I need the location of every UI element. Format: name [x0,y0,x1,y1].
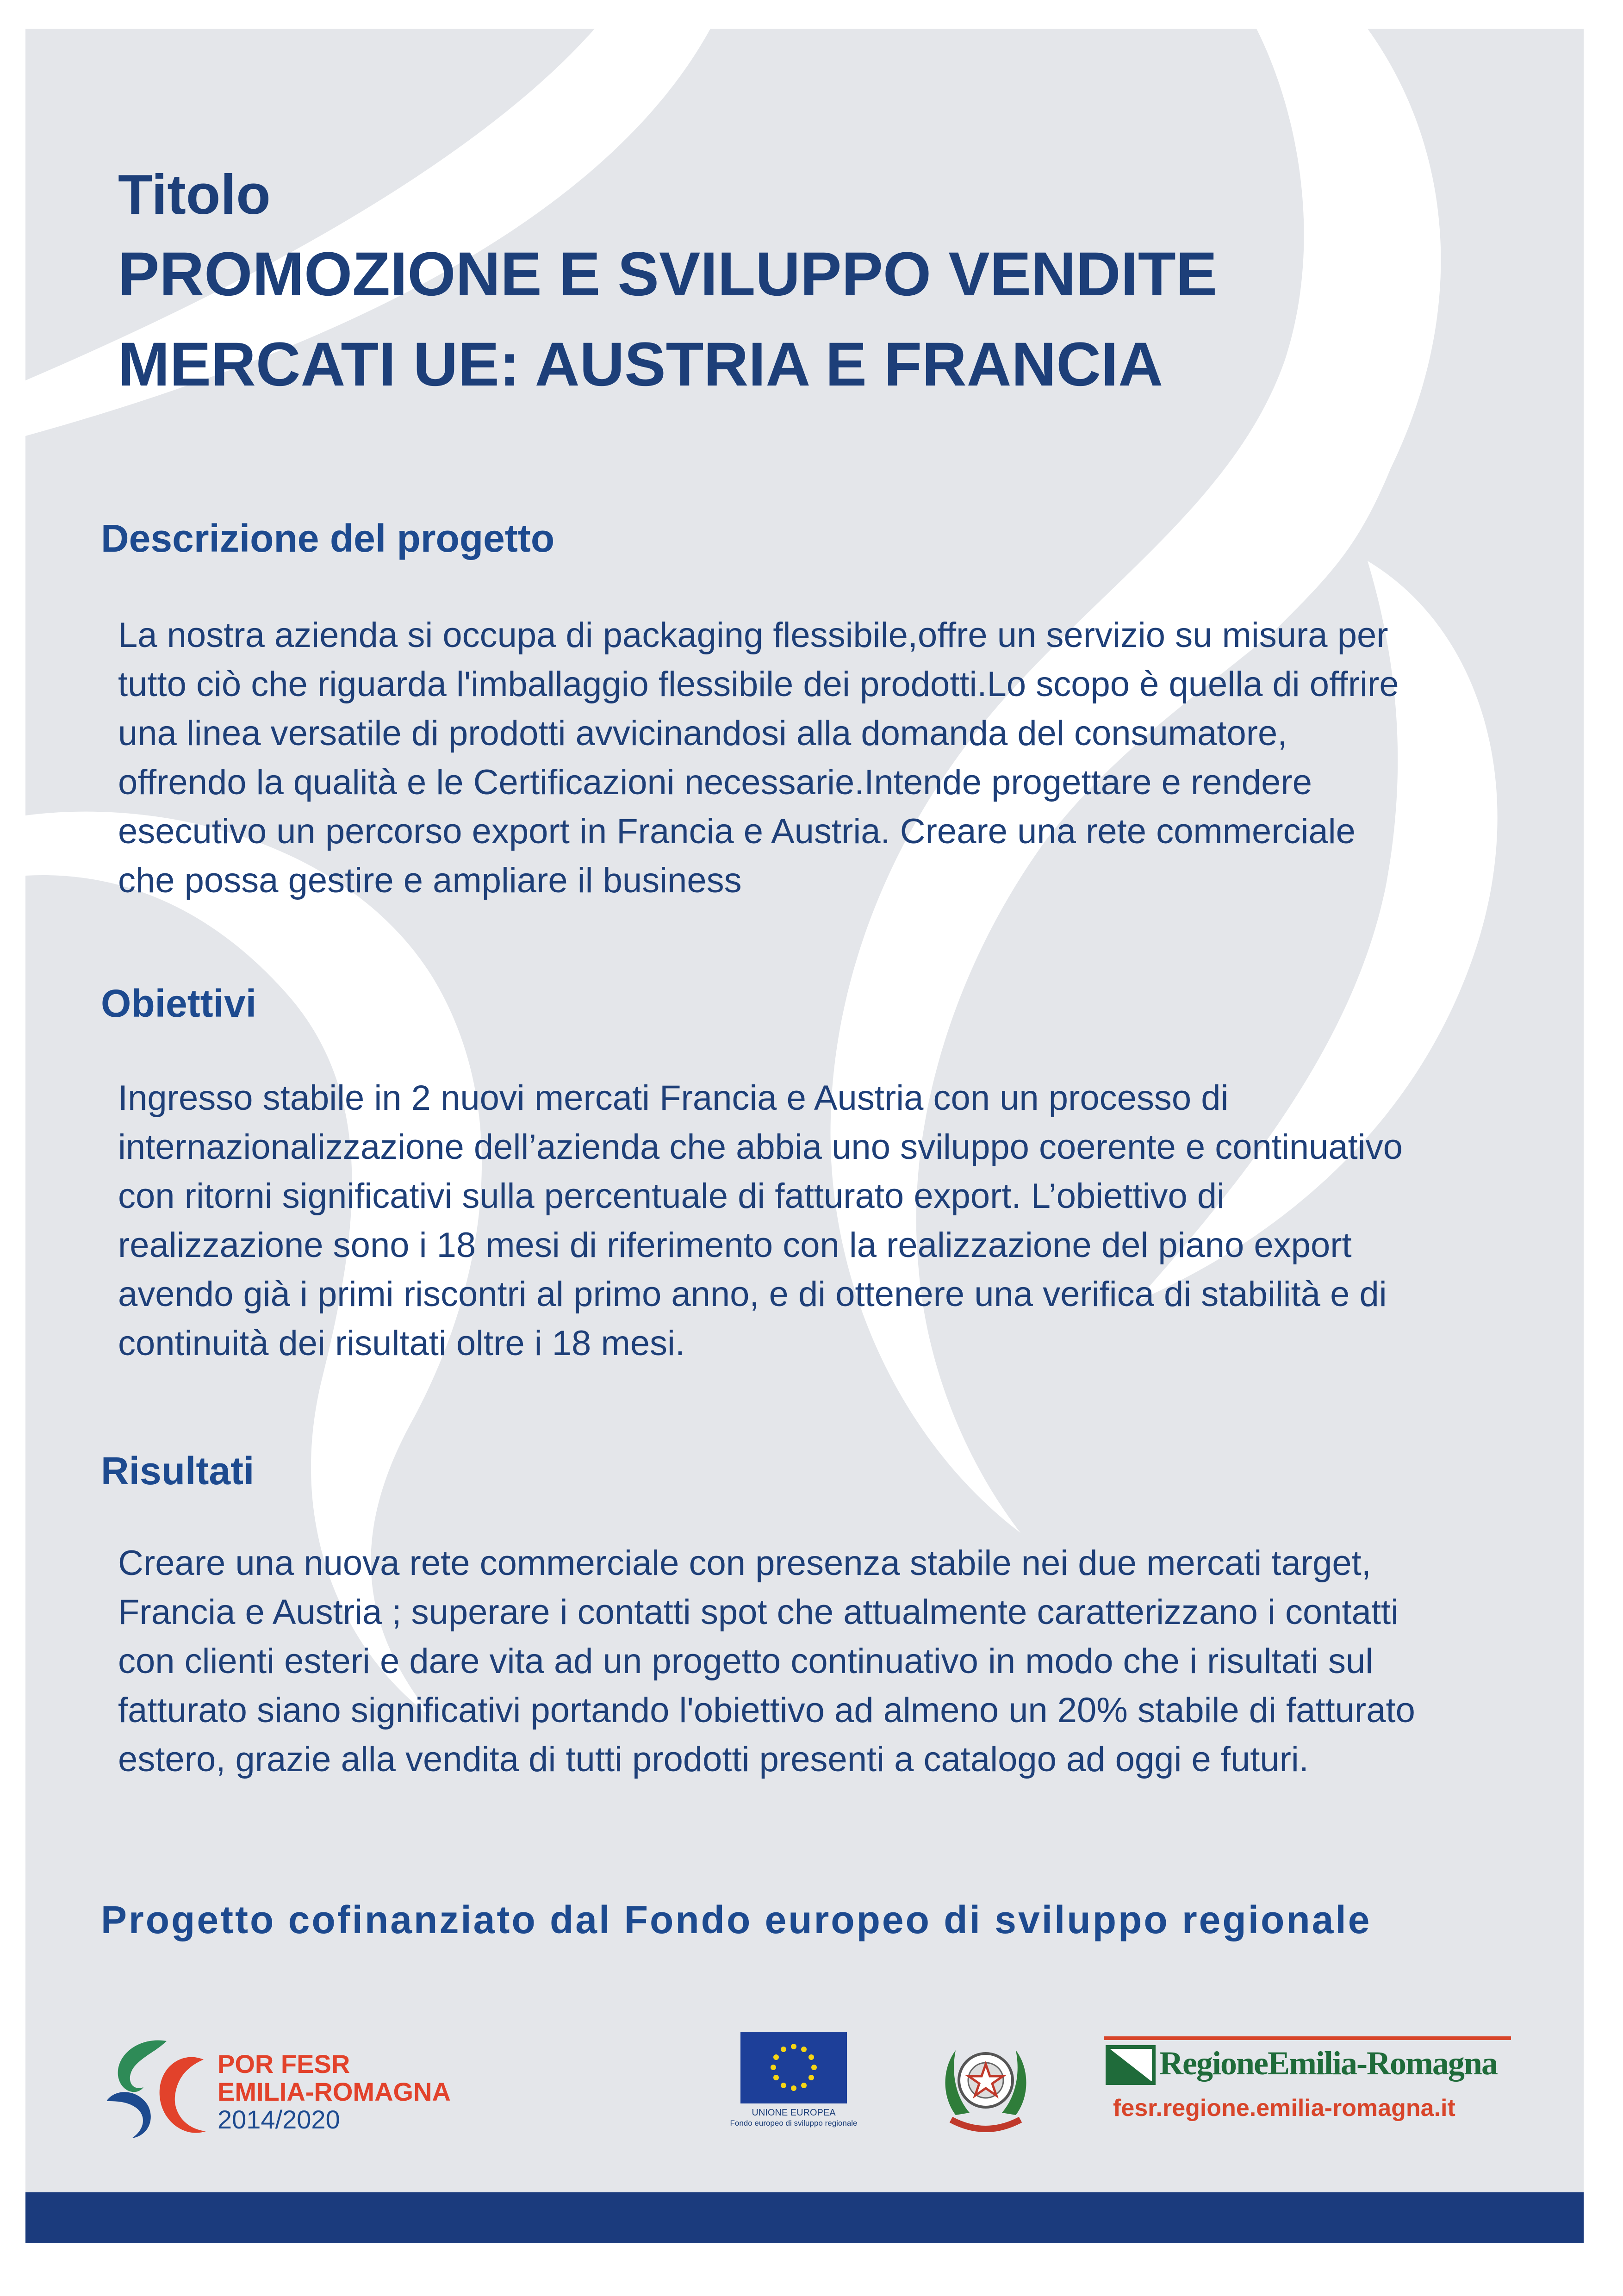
cofinance-statement: Progetto cofinanziato dal Fondo europeo di sviluppo regionale [101,1898,1372,1941]
section-body-descrizione [118,611,1516,905]
title-label: Titolo [118,163,271,226]
por-fesr-logo [97,2032,467,2147]
body-line: una linea versatile di prodotti avvicinandosi alla domanda del consumatore, [118,714,1287,753]
body-line: estero, grazie alla vendita di tutti prodotti presenti a catalogo ad oggi e futuri. [118,1740,1309,1779]
section-heading-risultati: Risultati [101,1449,255,1493]
body-line: realizzazione sono i 18 mesi di riferimento con la realizzazione del piano export [118,1226,1352,1265]
title-line-1: PROMOZIONE E SVILUPPO VENDITE [118,240,1218,309]
body-line: avendo già i primi riscontri al primo anno, e di ottenere una verifica di stabilità e di [118,1275,1387,1314]
por-fesr-line-1: POR FESR [218,2049,350,2078]
eu-name: UNIONE EUROPEA [752,2108,836,2118]
body-line: La nostra azienda si occupa di packaging flessibile,offre un servizio su misura per [118,616,1388,655]
body-line: che possa gestire e ampliare il business [118,861,742,900]
por-fesr-line-3: 2014/2020 [218,2105,340,2134]
section-body-obiettivi [118,1074,1516,1368]
title-block [118,160,1506,410]
title-line-2: MERCATI UE: AUSTRIA E FRANCIA [118,330,1163,399]
body-line: con clienti esteri e dare vita ad un progetto continuativo in modo che i risultati sul [118,1642,1374,1681]
body-line: con ritorni significativi sulla percentuale di fatturato export. L’obiettivo di [118,1176,1225,1216]
section-heading-obiettivi: Obiettivi [101,982,257,1025]
regione-emilia-romagna-logo [1104,2034,1511,2136]
body-line: offrendo la qualità e le Certificazioni necessarie.Intende progettare e rendere [118,763,1312,802]
por-fesr-line-2: EMILIA-ROMAGNA [218,2077,451,2106]
eu-logo [694,2032,893,2152]
section-heading-descrizione: Descrizione del progetto [101,516,555,560]
por-fesr-text [218,2050,451,2134]
eu-flag-icon [740,2032,847,2103]
body-line: tutto ciò che riguarda l'imballaggio flessibile dei prodotti.Lo scopo è quella di offrire [118,665,1399,704]
body-line: fatturato siano significativi portando l'obiettivo ad almeno un 20% stabile di fatturato [118,1691,1415,1730]
region-url-link[interactable]: fesr.regione.emilia-romagna.it [1113,2095,1455,2122]
body-line: internazionalizzazione dell’azienda che abbia uno sviluppo coerente e continuativo [118,1127,1403,1167]
body-line: Francia e Austria ; superare i contatti spot che attualmente caratterizzano i contatti [118,1593,1399,1632]
por-fesr-swirl-icon [97,2032,213,2143]
footer-bar [25,2192,1584,2243]
body-line: esecutivo un percorso export in Francia e Austria. Creare una rete commerciale [118,812,1356,851]
body-line: Ingresso stabile in 2 nuovi mercati Francia e Austria con un processo di [118,1078,1229,1118]
italian-republic-emblem-icon [937,2032,1034,2138]
region-name: RegioneEmilia-Romagna [1159,2045,1497,2082]
body-line: Creare una nuova rete commerciale con presenza stabile nei due mercati target, [118,1543,1371,1583]
section-body-risultati [118,1539,1516,1784]
body-line: continuità dei risultati oltre i 18 mesi. [118,1324,685,1363]
eu-subtitle: Fondo europeo di sviluppo regionale [730,2119,858,2128]
